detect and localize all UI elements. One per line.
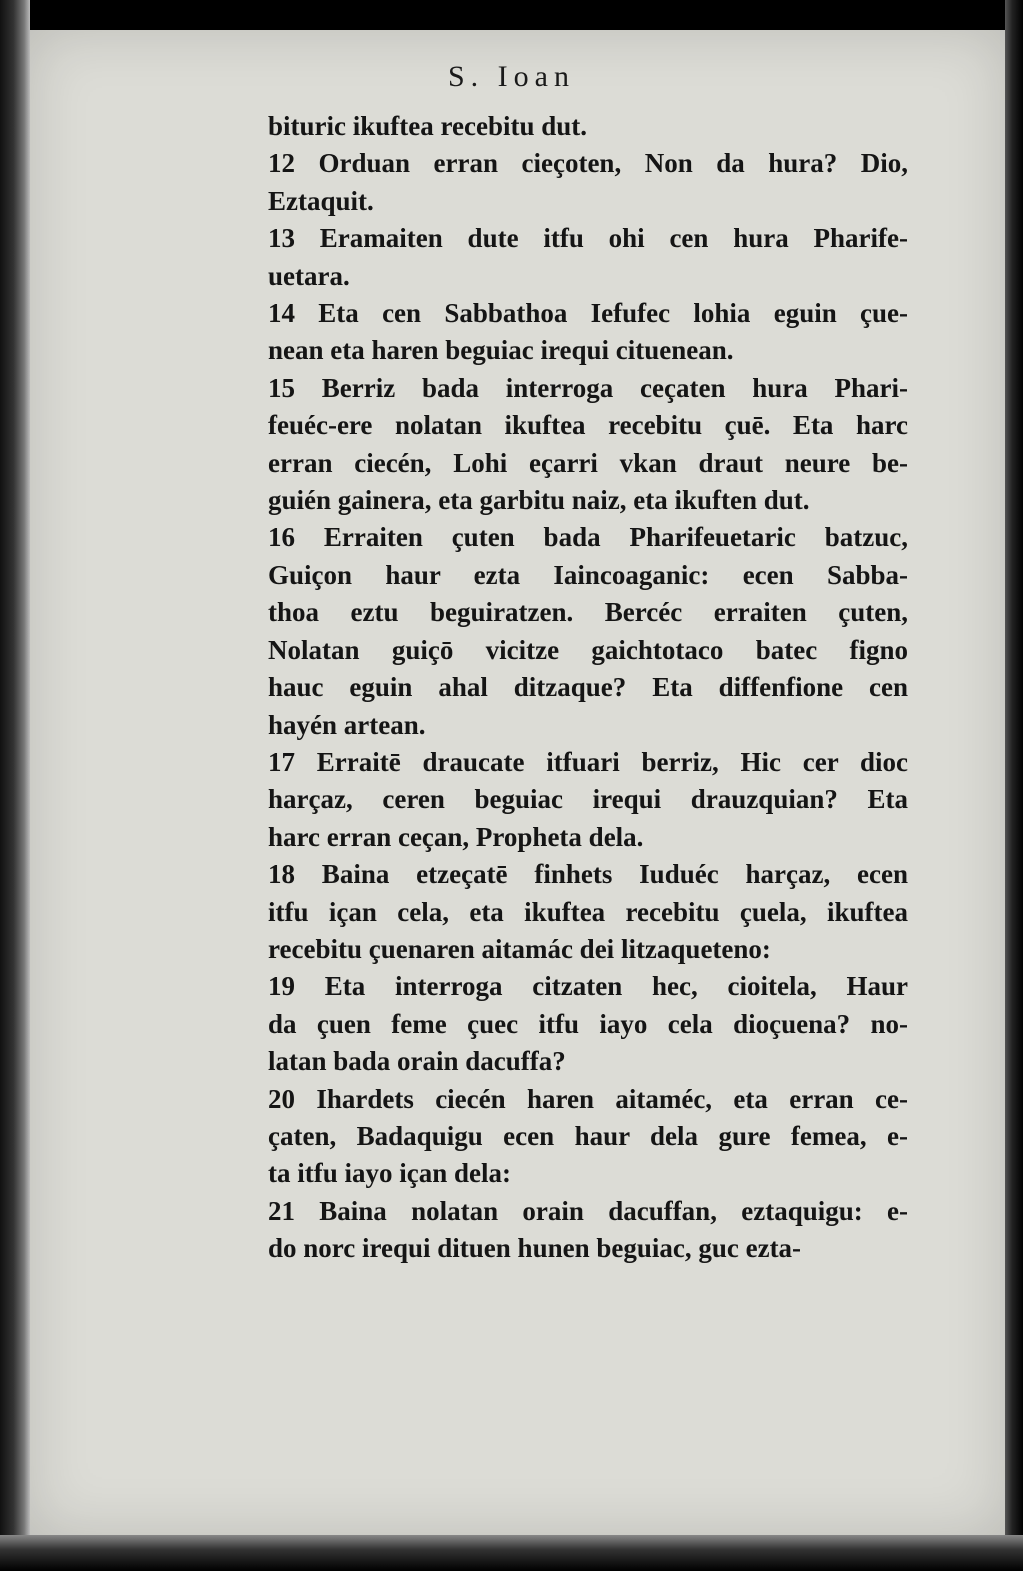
verse-line: feuéc-ere nolatan ikuftea recebitu çuē. Eta harc [268, 410, 908, 441]
verse-line: Nolatan guiçō vicitze gaichtotaco batec figno [268, 634, 908, 665]
verse [268, 519, 908, 743]
book-spine-shadow [0, 0, 30, 1571]
verse-line: erran ciecén, Lohi eçarri vkan draut neure be- [268, 447, 908, 478]
verse [268, 370, 908, 520]
verse [268, 145, 908, 220]
verse-line: 13 Eramaiten dute itfu ohi cen hura Pharife- [268, 223, 908, 254]
verse [268, 220, 908, 295]
verse-line: 18 Baina etzeçatē finhets Iuduéc harçaz, ecen [268, 859, 908, 890]
verse-line: 14 Eta cen Sabbathoa Iefufec lohia eguin çue- [268, 298, 908, 329]
verse-line: Guiçon haur ezta Iaincoaganic: ecen Sabba- [268, 559, 908, 590]
page-bottom-edge [0, 1535, 1023, 1571]
verse [268, 968, 908, 1080]
verse-line: ta itfu iayo içan dela: [268, 1158, 511, 1189]
verse [268, 1193, 908, 1268]
verse-line: do norc irequi dituen hunen beguiac, guc ezta- [268, 1233, 802, 1264]
verse [268, 108, 908, 145]
verse-line: 19 Eta interroga citzaten hec, cioitela, Haur [268, 971, 908, 1002]
verse-line: Eztaquit. [268, 185, 374, 216]
verse-line: thoa eztu beguiratzen. Bercéc erraiten çuten, [268, 597, 908, 628]
verse-line: 12 Orduan erran cieçoten, Non da hura? Dio, [268, 148, 908, 179]
running-header: S. Ioan [448, 60, 575, 93]
verse-line: harc erran ceçan, Propheta dela. [268, 821, 644, 852]
verse-line: guién gainera, eta garbitu naiz, eta ikuften dut. [268, 485, 810, 516]
verse-line: 20 Ihardets ciecén haren aitaméc, eta erran ce- [268, 1083, 908, 1114]
verse-line: da çuen feme çuec itfu iayo cela dioçuena? no- [268, 1008, 908, 1039]
verse [268, 1081, 908, 1193]
verse-line: bituric ikuftea recebitu dut. [268, 111, 587, 141]
verse-line: recebitu çuenaren aitamác dei litzaqueteno: [268, 933, 771, 964]
verse-text-block [268, 108, 908, 1268]
verse [268, 295, 908, 370]
verse-line: hauc eguin ahal ditzaque? Eta diffenfione cen [268, 672, 908, 703]
verse-line: çaten, Badaquigu ecen haur dela gure femea, e- [268, 1120, 908, 1151]
verse-line: harçaz, ceren beguiac irequi drauzquian? Eta [268, 784, 908, 815]
verse [268, 856, 908, 968]
verse-line: 16 Erraiten çuten bada Pharifeuetaric batzuc, [268, 522, 908, 553]
verse-line: 15 Berriz bada interroga ceçaten hura Phari- [268, 372, 908, 403]
verse-line: 21 Baina nolatan orain dacuffan, eztaquigu: e- [268, 1195, 908, 1226]
verse [268, 744, 908, 856]
page-right-edge [1005, 0, 1023, 1571]
verse-line: uetara. [268, 260, 350, 291]
verse-line: 17 Erraitē draucate itfuari berriz, Hic cer dioc [268, 746, 908, 777]
verse-line: itfu içan cela, eta ikuftea recebitu çuela, ikuftea [268, 896, 908, 927]
verse-line: hayén artean. [268, 709, 426, 740]
verse-line: latan bada orain dacuffa? [268, 1046, 566, 1077]
verse-line: nean eta haren beguiac irequi cituenean. [268, 335, 734, 366]
